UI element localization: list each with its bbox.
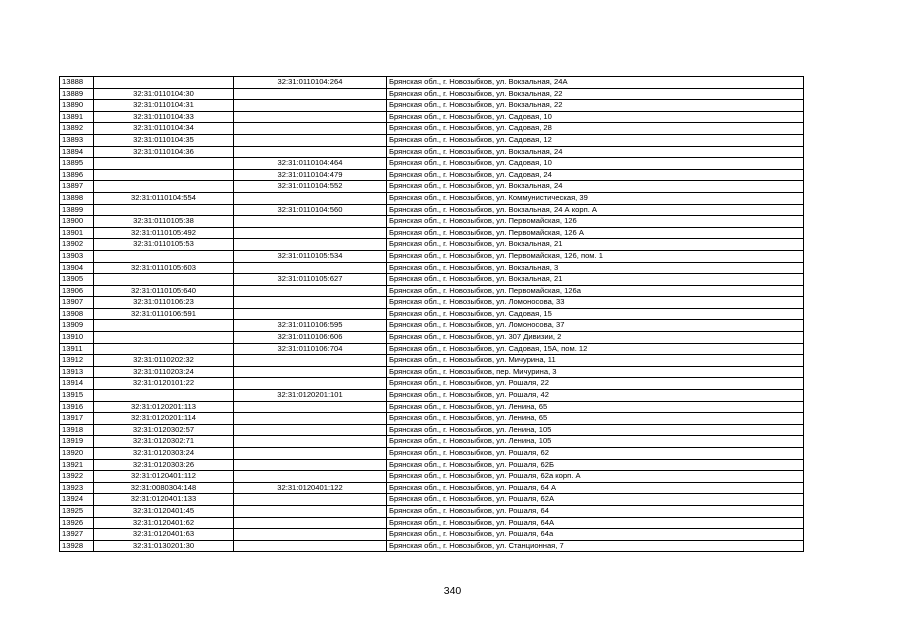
table-row — [60, 529, 804, 541]
cadastral-number-cell: 32:31:0080304:148 — [94, 482, 234, 494]
table-row — [60, 285, 804, 297]
row-number-cell: 13922 — [60, 471, 94, 483]
row-number-cell: 13901 — [60, 227, 94, 239]
table-row — [60, 146, 804, 158]
table-row — [60, 192, 804, 204]
address-cell: Брянская обл., г. Новозыбков, ул. 307 Дивизии, 2 — [387, 332, 804, 344]
row-number-cell: 13926 — [60, 517, 94, 529]
parent-cadastral-number-cell — [234, 540, 387, 552]
row-number-cell: 13900 — [60, 216, 94, 228]
cadastral-number-cell: 32:31:0120401:45 — [94, 505, 234, 517]
address-cell: Брянская обл., г. Новозыбков, ул. Вокзальная, 24 — [387, 181, 804, 193]
row-number-cell: 13924 — [60, 494, 94, 506]
address-cell: Брянская обл., г. Новозыбков, ул. Ленина, 105 — [387, 424, 804, 436]
address-cell: Брянская обл., г. Новозыбков, ул. Рошаля, 64А — [387, 517, 804, 529]
cadastral-number-cell: 32:31:0110203:24 — [94, 366, 234, 378]
row-number-cell: 13916 — [60, 401, 94, 413]
row-number-cell: 13913 — [60, 366, 94, 378]
row-number-cell: 13890 — [60, 100, 94, 112]
address-cell: Брянская обл., г. Новозыбков, ул. Садовая, 10 — [387, 111, 804, 123]
parent-cadastral-number-cell: 32:31:0110106:595 — [234, 320, 387, 332]
address-cell: Брянская обл., г. Новозыбков, ул. Рошаля, 64 А — [387, 482, 804, 494]
table-row — [60, 77, 804, 89]
table-row — [60, 355, 804, 367]
parent-cadastral-number-cell: 32:31:0110106:606 — [234, 332, 387, 344]
cadastral-number-cell: 32:31:0110202:32 — [94, 355, 234, 367]
table-row — [60, 494, 804, 506]
row-number-cell: 13897 — [60, 181, 94, 193]
table-row — [60, 320, 804, 332]
parent-cadastral-number-cell — [234, 134, 387, 146]
row-number-cell: 13888 — [60, 77, 94, 89]
table-row — [60, 181, 804, 193]
row-number-cell: 13902 — [60, 239, 94, 251]
address-cell: Брянская обл., г. Новозыбков, ул. Первомайская, 126, пом. 1 — [387, 250, 804, 262]
table-row — [60, 262, 804, 274]
row-number-cell: 13925 — [60, 505, 94, 517]
table-row — [60, 216, 804, 228]
address-cell: Брянская обл., г. Новозыбков, ул. Рошаля, 64а — [387, 529, 804, 541]
parent-cadastral-number-cell: 32:31:0110106:704 — [234, 343, 387, 355]
cadastral-number-cell — [94, 169, 234, 181]
table-row — [60, 448, 804, 460]
address-cell: Брянская обл., г. Новозыбков, ул. Мичурина, 11 — [387, 355, 804, 367]
table-row — [60, 390, 804, 402]
parent-cadastral-number-cell — [234, 123, 387, 135]
row-number-cell: 13917 — [60, 413, 94, 425]
parent-cadastral-number-cell — [234, 529, 387, 541]
address-cell: Брянская обл., г. Новозыбков, ул. Вокзальная, 22 — [387, 88, 804, 100]
parent-cadastral-number-cell — [234, 505, 387, 517]
table-row — [60, 169, 804, 181]
address-cell: Брянская обл., г. Новозыбков, ул. Садовая, 28 — [387, 123, 804, 135]
row-number-cell: 13893 — [60, 134, 94, 146]
address-cell: Брянская обл., г. Новозыбков, ул. Рошаля, 62Б — [387, 459, 804, 471]
cadastral-number-cell: 32:31:0120101:22 — [94, 378, 234, 390]
address-cell: Брянская обл., г. Новозыбков, ул. Ломоносова, 37 — [387, 320, 804, 332]
table-row — [60, 239, 804, 251]
parent-cadastral-number-cell: 32:31:0110105:534 — [234, 250, 387, 262]
cadastral-number-cell — [94, 250, 234, 262]
row-number-cell: 13896 — [60, 169, 94, 181]
parent-cadastral-number-cell — [234, 192, 387, 204]
address-cell: Брянская обл., г. Новозыбков, ул. Коммунистическая, 39 — [387, 192, 804, 204]
cadastral-number-cell: 32:31:0110105:640 — [94, 285, 234, 297]
row-number-cell: 13910 — [60, 332, 94, 344]
row-number-cell: 13907 — [60, 297, 94, 309]
cadastral-number-cell: 32:31:0120302:57 — [94, 424, 234, 436]
row-number-cell: 13899 — [60, 204, 94, 216]
cadastral-number-cell: 32:31:0120201:113 — [94, 401, 234, 413]
table-row — [60, 436, 804, 448]
table-row — [60, 204, 804, 216]
cadastral-number-cell: 32:31:0110106:591 — [94, 308, 234, 320]
cadastral-number-cell: 32:31:0110104:30 — [94, 88, 234, 100]
parent-cadastral-number-cell — [234, 111, 387, 123]
row-number-cell: 13921 — [60, 459, 94, 471]
address-cell: Брянская обл., г. Новозыбков, ул. Рошаля, 62а корп. А — [387, 471, 804, 483]
row-number-cell: 13927 — [60, 529, 94, 541]
table-row — [60, 274, 804, 286]
parent-cadastral-number-cell: 32:31:0110105:627 — [234, 274, 387, 286]
row-number-cell: 13892 — [60, 123, 94, 135]
address-cell: Брянская обл., г. Новозыбков, ул. Рошаля, 62 — [387, 448, 804, 460]
address-cell: Брянская обл., г. Новозыбков, ул. Ломоносова, 33 — [387, 297, 804, 309]
cadastral-number-cell: 32:31:0110104:35 — [94, 134, 234, 146]
address-cell: Брянская обл., г. Новозыбков, ул. Вокзальная, 24А — [387, 77, 804, 89]
row-number-cell: 13903 — [60, 250, 94, 262]
cadastral-number-cell: 32:31:0120401:62 — [94, 517, 234, 529]
cadastral-number-cell: 32:31:0110105:492 — [94, 227, 234, 239]
parent-cadastral-number-cell — [234, 297, 387, 309]
row-number-cell: 13918 — [60, 424, 94, 436]
address-cell: Брянская обл., г. Новозыбков, ул. Вокзальная, 22 — [387, 100, 804, 112]
address-cell: Брянская обл., г. Новозыбков, ул. Садовая, 24 — [387, 169, 804, 181]
row-number-cell: 13928 — [60, 540, 94, 552]
address-cell: Брянская обл., г. Новозыбков, ул. Садовая, 12 — [387, 134, 804, 146]
row-number-cell: 13909 — [60, 320, 94, 332]
row-number-cell: 13914 — [60, 378, 94, 390]
row-number-cell: 13894 — [60, 146, 94, 158]
parent-cadastral-number-cell — [234, 471, 387, 483]
table-row — [60, 459, 804, 471]
parent-cadastral-number-cell: 32:31:0120401:122 — [234, 482, 387, 494]
parent-cadastral-number-cell — [234, 100, 387, 112]
address-cell: Брянская обл., г. Новозыбков, ул. Рошаля, 22 — [387, 378, 804, 390]
address-cell: Брянская обл., г. Новозыбков, ул. Садовая, 15 — [387, 308, 804, 320]
parent-cadastral-number-cell — [234, 239, 387, 251]
row-number-cell: 13891 — [60, 111, 94, 123]
row-number-cell: 13923 — [60, 482, 94, 494]
parent-cadastral-number-cell — [234, 459, 387, 471]
parent-cadastral-number-cell: 32:31:0120201:101 — [234, 390, 387, 402]
row-number-cell: 13904 — [60, 262, 94, 274]
cadastral-number-cell: 32:31:0120201:114 — [94, 413, 234, 425]
cadastral-number-cell — [94, 332, 234, 344]
cadastral-number-cell: 32:31:0110105:53 — [94, 239, 234, 251]
cadastral-number-cell — [94, 158, 234, 170]
registry-table-body — [60, 77, 804, 552]
parent-cadastral-number-cell: 32:31:0110104:479 — [234, 169, 387, 181]
row-number-cell: 13919 — [60, 436, 94, 448]
parent-cadastral-number-cell — [234, 355, 387, 367]
table-row — [60, 343, 804, 355]
parent-cadastral-number-cell — [234, 517, 387, 529]
row-number-cell: 13898 — [60, 192, 94, 204]
cadastral-number-cell: 32:31:0110104:554 — [94, 192, 234, 204]
cadastral-number-cell: 32:31:0120401:63 — [94, 529, 234, 541]
address-cell: Брянская обл., г. Новозыбков, ул. Вокзальная, 24 А корп. А — [387, 204, 804, 216]
table-row — [60, 158, 804, 170]
table-row — [60, 100, 804, 112]
row-number-cell: 13905 — [60, 274, 94, 286]
parent-cadastral-number-cell — [234, 436, 387, 448]
cadastral-number-cell — [94, 343, 234, 355]
address-cell: Брянская обл., г. Новозыбков, ул. Садовая, 10 — [387, 158, 804, 170]
parent-cadastral-number-cell: 32:31:0110104:264 — [234, 77, 387, 89]
cadastral-number-cell — [94, 390, 234, 402]
table-row — [60, 517, 804, 529]
cadastral-number-cell — [94, 181, 234, 193]
cadastral-number-cell: 32:31:0120401:133 — [94, 494, 234, 506]
cadastral-number-cell: 32:31:0120401:112 — [94, 471, 234, 483]
cadastral-number-cell: 32:31:0110104:31 — [94, 100, 234, 112]
row-number-cell: 13889 — [60, 88, 94, 100]
address-cell: Брянская обл., г. Новозыбков, ул. Ленина, 65 — [387, 401, 804, 413]
table-row — [60, 297, 804, 309]
parent-cadastral-number-cell — [234, 413, 387, 425]
table-row — [60, 540, 804, 552]
table-row — [60, 332, 804, 344]
table-row — [60, 401, 804, 413]
table-row — [60, 482, 804, 494]
page-number: 340 — [443, 585, 462, 597]
address-cell: Брянская обл., г. Новозыбков, ул. Вокзальная, 21 — [387, 239, 804, 251]
address-cell: Брянская обл., г. Новозыбков, ул. Станционная, 7 — [387, 540, 804, 552]
table-row — [60, 471, 804, 483]
table-row — [60, 227, 804, 239]
address-cell: Брянская обл., г. Новозыбков, ул. Рошаля, 64 — [387, 505, 804, 517]
parent-cadastral-number-cell — [234, 424, 387, 436]
table-row — [60, 134, 804, 146]
cadastral-number-cell: 32:31:0110105:603 — [94, 262, 234, 274]
table-row — [60, 378, 804, 390]
row-number-cell: 13912 — [60, 355, 94, 367]
table-row — [60, 366, 804, 378]
cadastral-number-cell — [94, 320, 234, 332]
parent-cadastral-number-cell — [234, 448, 387, 460]
cadastral-number-cell — [94, 204, 234, 216]
parent-cadastral-number-cell: 32:31:0110104:464 — [234, 158, 387, 170]
parent-cadastral-number-cell — [234, 366, 387, 378]
address-cell: Брянская обл., г. Новозыбков, ул. Вокзальная, 3 — [387, 262, 804, 274]
table-row — [60, 111, 804, 123]
parent-cadastral-number-cell: 32:31:0110104:552 — [234, 181, 387, 193]
address-cell: Брянская обл., г. Новозыбков, ул. Вокзальная, 24 — [387, 146, 804, 158]
address-cell: Брянская обл., г. Новозыбков, ул. Первомайская, 126 — [387, 216, 804, 228]
parent-cadastral-number-cell — [234, 401, 387, 413]
table-row — [60, 505, 804, 517]
parent-cadastral-number-cell — [234, 308, 387, 320]
cadastral-number-cell: 32:31:0110104:33 — [94, 111, 234, 123]
address-cell: Брянская обл., г. Новозыбков, ул. Ленина, 105 — [387, 436, 804, 448]
address-cell: Брянская обл., г. Новозыбков, ул. Рошаля, 62А — [387, 494, 804, 506]
row-number-cell: 13911 — [60, 343, 94, 355]
address-cell: Брянская обл., г. Новозыбков, ул. Первомайская, 126 А — [387, 227, 804, 239]
parent-cadastral-number-cell — [234, 146, 387, 158]
cadastral-number-cell: 32:31:0130201:30 — [94, 540, 234, 552]
table-row — [60, 123, 804, 135]
parent-cadastral-number-cell — [234, 285, 387, 297]
table-row — [60, 424, 804, 436]
row-number-cell: 13895 — [60, 158, 94, 170]
address-cell: Брянская обл., г. Новозыбков, пер. Мичурина, 3 — [387, 366, 804, 378]
row-number-cell: 13906 — [60, 285, 94, 297]
cadastral-number-cell — [94, 274, 234, 286]
parent-cadastral-number-cell — [234, 262, 387, 274]
table-row — [60, 88, 804, 100]
parent-cadastral-number-cell — [234, 216, 387, 228]
registry-table — [59, 76, 804, 552]
address-cell: Брянская обл., г. Новозыбков, ул. Садовая, 15А, пом. 12 — [387, 343, 804, 355]
table-row — [60, 250, 804, 262]
cadastral-number-cell: 32:31:0110104:34 — [94, 123, 234, 135]
parent-cadastral-number-cell — [234, 378, 387, 390]
address-cell: Брянская обл., г. Новозыбков, ул. Ленина, 65 — [387, 413, 804, 425]
table-row — [60, 308, 804, 320]
cadastral-number-cell — [94, 77, 234, 89]
parent-cadastral-number-cell — [234, 88, 387, 100]
parent-cadastral-number-cell: 32:31:0110104:560 — [234, 204, 387, 216]
cadastral-number-cell: 32:31:0120302:71 — [94, 436, 234, 448]
cadastral-number-cell: 32:31:0110106:23 — [94, 297, 234, 309]
cadastral-number-cell: 32:31:0120303:24 — [94, 448, 234, 460]
address-cell: Брянская обл., г. Новозыбков, ул. Первомайская, 126а — [387, 285, 804, 297]
table-row — [60, 413, 804, 425]
row-number-cell: 13920 — [60, 448, 94, 460]
cadastral-number-cell: 32:31:0110105:38 — [94, 216, 234, 228]
cadastral-number-cell: 32:31:0110104:36 — [94, 146, 234, 158]
parent-cadastral-number-cell — [234, 227, 387, 239]
row-number-cell: 13915 — [60, 390, 94, 402]
address-cell: Брянская обл., г. Новозыбков, ул. Вокзальная, 21 — [387, 274, 804, 286]
cadastral-number-cell: 32:31:0120303:26 — [94, 459, 234, 471]
row-number-cell: 13908 — [60, 308, 94, 320]
parent-cadastral-number-cell — [234, 494, 387, 506]
address-cell: Брянская обл., г. Новозыбков, ул. Рошаля, 42 — [387, 390, 804, 402]
